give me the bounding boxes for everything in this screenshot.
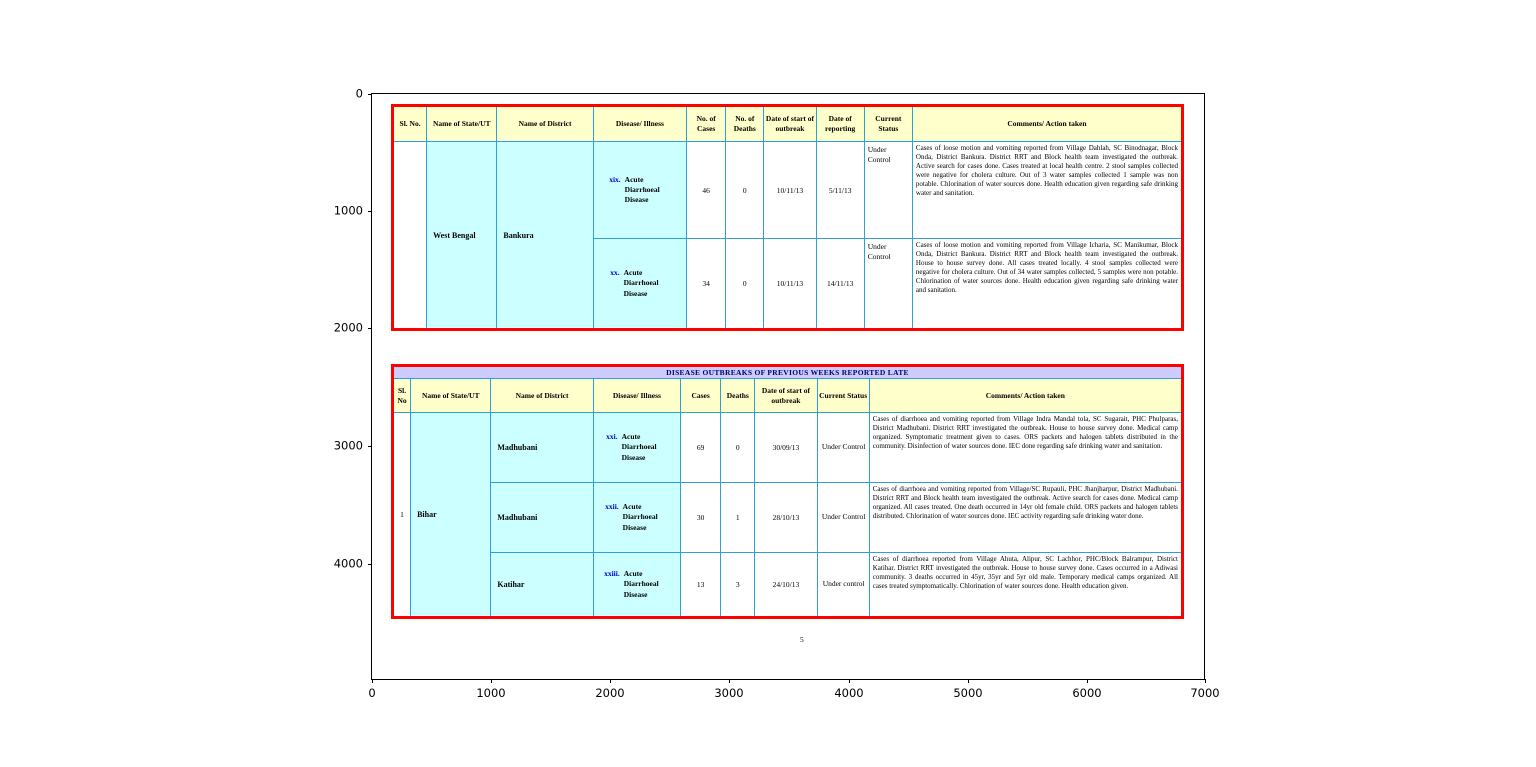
column-header-deaths: No. of Deaths xyxy=(726,106,764,142)
y-tick-mark xyxy=(368,446,372,447)
cases-cell: 69 xyxy=(681,413,721,483)
y-tick-mark xyxy=(368,94,372,95)
column-header-comments: Comments/ Action taken xyxy=(869,379,1182,413)
x-tick-label: 4000 xyxy=(834,686,864,700)
reporting-date-cell: 5/11/13 xyxy=(816,142,864,239)
cases-cell: 34 xyxy=(687,239,726,330)
column-header-start: Date of start of outbreak xyxy=(755,379,817,413)
deaths-cell: 3 xyxy=(721,553,755,618)
disease-cell xyxy=(593,553,680,618)
status-cell: Under Control xyxy=(864,239,912,330)
reporting-date-cell: 14/11/13 xyxy=(816,239,864,330)
x-tick-mark xyxy=(968,679,969,683)
cases-cell: 46 xyxy=(687,142,726,239)
y-tick-label: 4000 xyxy=(333,556,363,571)
disease-numeral: xx. xyxy=(610,268,620,278)
x-tick-label: 1000 xyxy=(476,686,506,700)
y-tick-mark xyxy=(368,564,372,565)
disease-cell xyxy=(593,142,686,239)
x-tick-label: 7000 xyxy=(1190,686,1220,700)
disease-name: Acute Diarrhoeal Disease xyxy=(624,174,660,205)
column-header-comments: Comments/ Action taken xyxy=(912,106,1182,142)
column-header-state: Name of State/UT xyxy=(427,106,497,142)
start-date-cell: 10/11/13 xyxy=(764,239,816,330)
status-cell: Under control xyxy=(817,553,869,618)
disease-name: Acute Diarrhoeal Disease xyxy=(623,569,659,599)
outbreak-table-current-week xyxy=(391,104,1184,331)
x-tick-label: 0 xyxy=(368,686,376,700)
district-cell: Bankura xyxy=(497,142,593,330)
column-header-state: Name of State/UT xyxy=(411,379,491,413)
x-tick-mark xyxy=(1087,679,1088,683)
comments-cell: Cases of diarrhoea reported from Village Ahuta, Alipur, SC Lachhor, PHC/Block Balrampur, District Katihar. District RRT investigated the outbreak. House to house survey done. Cases occurred in a Adiwasi community. 3 deaths occurred in 45yr, 35yr and 5yr old male. Temporary medical camps organized. All cases treated symptomatically. Chlorination of water sources done. Health education given. xyxy=(869,553,1182,618)
disease-numeral: xxii. xyxy=(605,502,619,512)
state-cell: Bihar xyxy=(411,413,491,618)
comments-cell: Cases of diarrhoea and vomiting reported from Village/SC Rupauli, PHC Jhanjharpur, District Madhubani. District RRT and Block health team investigated the outbreak. Active search for cases done. Medical camp organized. All cases treated. One death occurred in 14yr old female child. ORS packets and halogen tablets distributed. Chlorination of water sources done. IEC activity regarding safe drinking water done. xyxy=(869,483,1182,553)
plot-axes xyxy=(333,86,1220,700)
disease-name: Acute Diarrhoeal Disease xyxy=(623,268,659,298)
state-cell: West Bengal xyxy=(427,142,497,330)
x-tick-mark xyxy=(1205,679,1206,683)
table-row xyxy=(393,142,1183,239)
x-tick-mark xyxy=(372,679,373,683)
column-header-slno: Sl. No xyxy=(393,379,411,413)
y-tick-label: 1000 xyxy=(333,203,363,218)
y-tick-label: 2000 xyxy=(333,320,363,335)
disease-cell xyxy=(593,483,680,553)
y-tick-label: 0 xyxy=(355,86,363,101)
cases-cell: 30 xyxy=(681,483,721,553)
comments-cell: Cases of diarrhoea and vomiting reported from Village Indra Mandal tola, SC Sugarait, PHC Phulparas, District Madhubani. District RRT investigated the outbreak. House to house survey done. Medical camp organized. Symptomatic treatment given to cases. ORS packets and halogen tablets distributed in the community. Disinfection of water sources done. IEC done regarding safe drinking water and sanitation. xyxy=(869,413,1182,483)
column-header-status: Current Status xyxy=(864,106,912,142)
disease-cell xyxy=(593,239,686,330)
district-cell: Madhubani xyxy=(491,413,593,483)
column-header-start: Date of start of outbreak xyxy=(764,106,816,142)
table-title-row xyxy=(393,366,1183,379)
table-header-row xyxy=(393,106,1183,142)
column-header-cases: Cases xyxy=(681,379,721,413)
y-tick-mark xyxy=(368,328,372,329)
column-header-cases: No. of Cases xyxy=(687,106,726,142)
y-tick-mark xyxy=(368,211,372,212)
start-date-cell: 24/10/13 xyxy=(755,553,817,618)
start-date-cell: 28/10/13 xyxy=(755,483,817,553)
district-cell: Katihar xyxy=(491,553,593,618)
comments-cell: Cases of loose motion and vomiting reported from Village Dahlah, SC Binodnagar, Block Onda, District Bankura. District RRT and Block health team investigated the outbreak. Active search for cases done. Cases treated at local health centre. 2 stool samples collected were negative for cholera culture. Out of 3 water samples collected 1 sample was non potable. Chlorination of water sources done. Health education given regarding safe drinking water and sanitation. xyxy=(912,142,1182,239)
column-header-slno: Sl. No. xyxy=(393,106,427,142)
table-row xyxy=(393,413,1183,483)
outbreak-table-previous-weeks xyxy=(391,364,1184,619)
disease-name: Acute Diarrhoeal Disease xyxy=(621,432,657,462)
disease-cell xyxy=(593,413,680,483)
page-number: 5 xyxy=(800,635,804,644)
status-cell: Under Control xyxy=(864,142,912,239)
table-header-row xyxy=(393,379,1183,413)
disease-numeral: xix. xyxy=(609,174,621,184)
comments-cell: Cases of loose motion and vomiting reported from Village Icharia, SC Manikumar, Block Onda, District Bankura. District RRT and Block health team investigated the outbreak. House to house survey done. All cases treated locally. 4 stool samples collected were negative for cholera culture. Out of 34 water samples collected, 5 samples were non potable. Chlorination of water sources done. Health education given regarding safe drinking water and sanitation. xyxy=(912,239,1182,330)
column-header-district: Name of District xyxy=(497,106,593,142)
slno-cell xyxy=(393,142,427,330)
cases-cell: 13 xyxy=(681,553,721,618)
deaths-cell: 0 xyxy=(726,239,764,330)
x-tick-mark xyxy=(610,679,611,683)
column-header-reporting: Date of reporting xyxy=(816,106,864,142)
x-tick-label: 5000 xyxy=(953,686,983,700)
column-header-deaths: Deaths xyxy=(721,379,755,413)
deaths-cell: 0 xyxy=(721,413,755,483)
table-row xyxy=(393,483,1183,553)
x-tick-mark xyxy=(729,679,730,683)
deaths-cell: 1 xyxy=(721,483,755,553)
slno-cell: 1 xyxy=(393,413,411,618)
start-date-cell: 30/09/13 xyxy=(755,413,817,483)
disease-numeral: xxi. xyxy=(606,432,618,442)
x-tick-label: 6000 xyxy=(1072,686,1102,700)
disease-name: Acute Diarrhoeal Disease xyxy=(622,502,658,532)
x-tick-label: 2000 xyxy=(595,686,625,700)
table-title: DISEASE OUTBREAKS OF PREVIOUS WEEKS REPORTED LATE xyxy=(393,366,1183,379)
y-tick-label: 3000 xyxy=(333,438,363,453)
start-date-cell: 10/11/13 xyxy=(764,142,816,239)
column-header-district: Name of District xyxy=(491,379,593,413)
status-cell: Under Control xyxy=(817,413,869,483)
x-tick-label: 3000 xyxy=(714,686,744,700)
column-header-status: Current Status xyxy=(817,379,869,413)
column-header-disease: Disease/ Illness xyxy=(593,379,680,413)
district-cell: Madhubani xyxy=(491,483,593,553)
x-tick-mark xyxy=(491,679,492,683)
status-cell: Under Control xyxy=(817,483,869,553)
table-row xyxy=(393,553,1183,618)
deaths-cell: 0 xyxy=(726,142,764,239)
x-tick-mark xyxy=(849,679,850,683)
disease-numeral: xxiii. xyxy=(604,569,620,579)
column-header-disease: Disease/ Illness xyxy=(593,106,686,142)
